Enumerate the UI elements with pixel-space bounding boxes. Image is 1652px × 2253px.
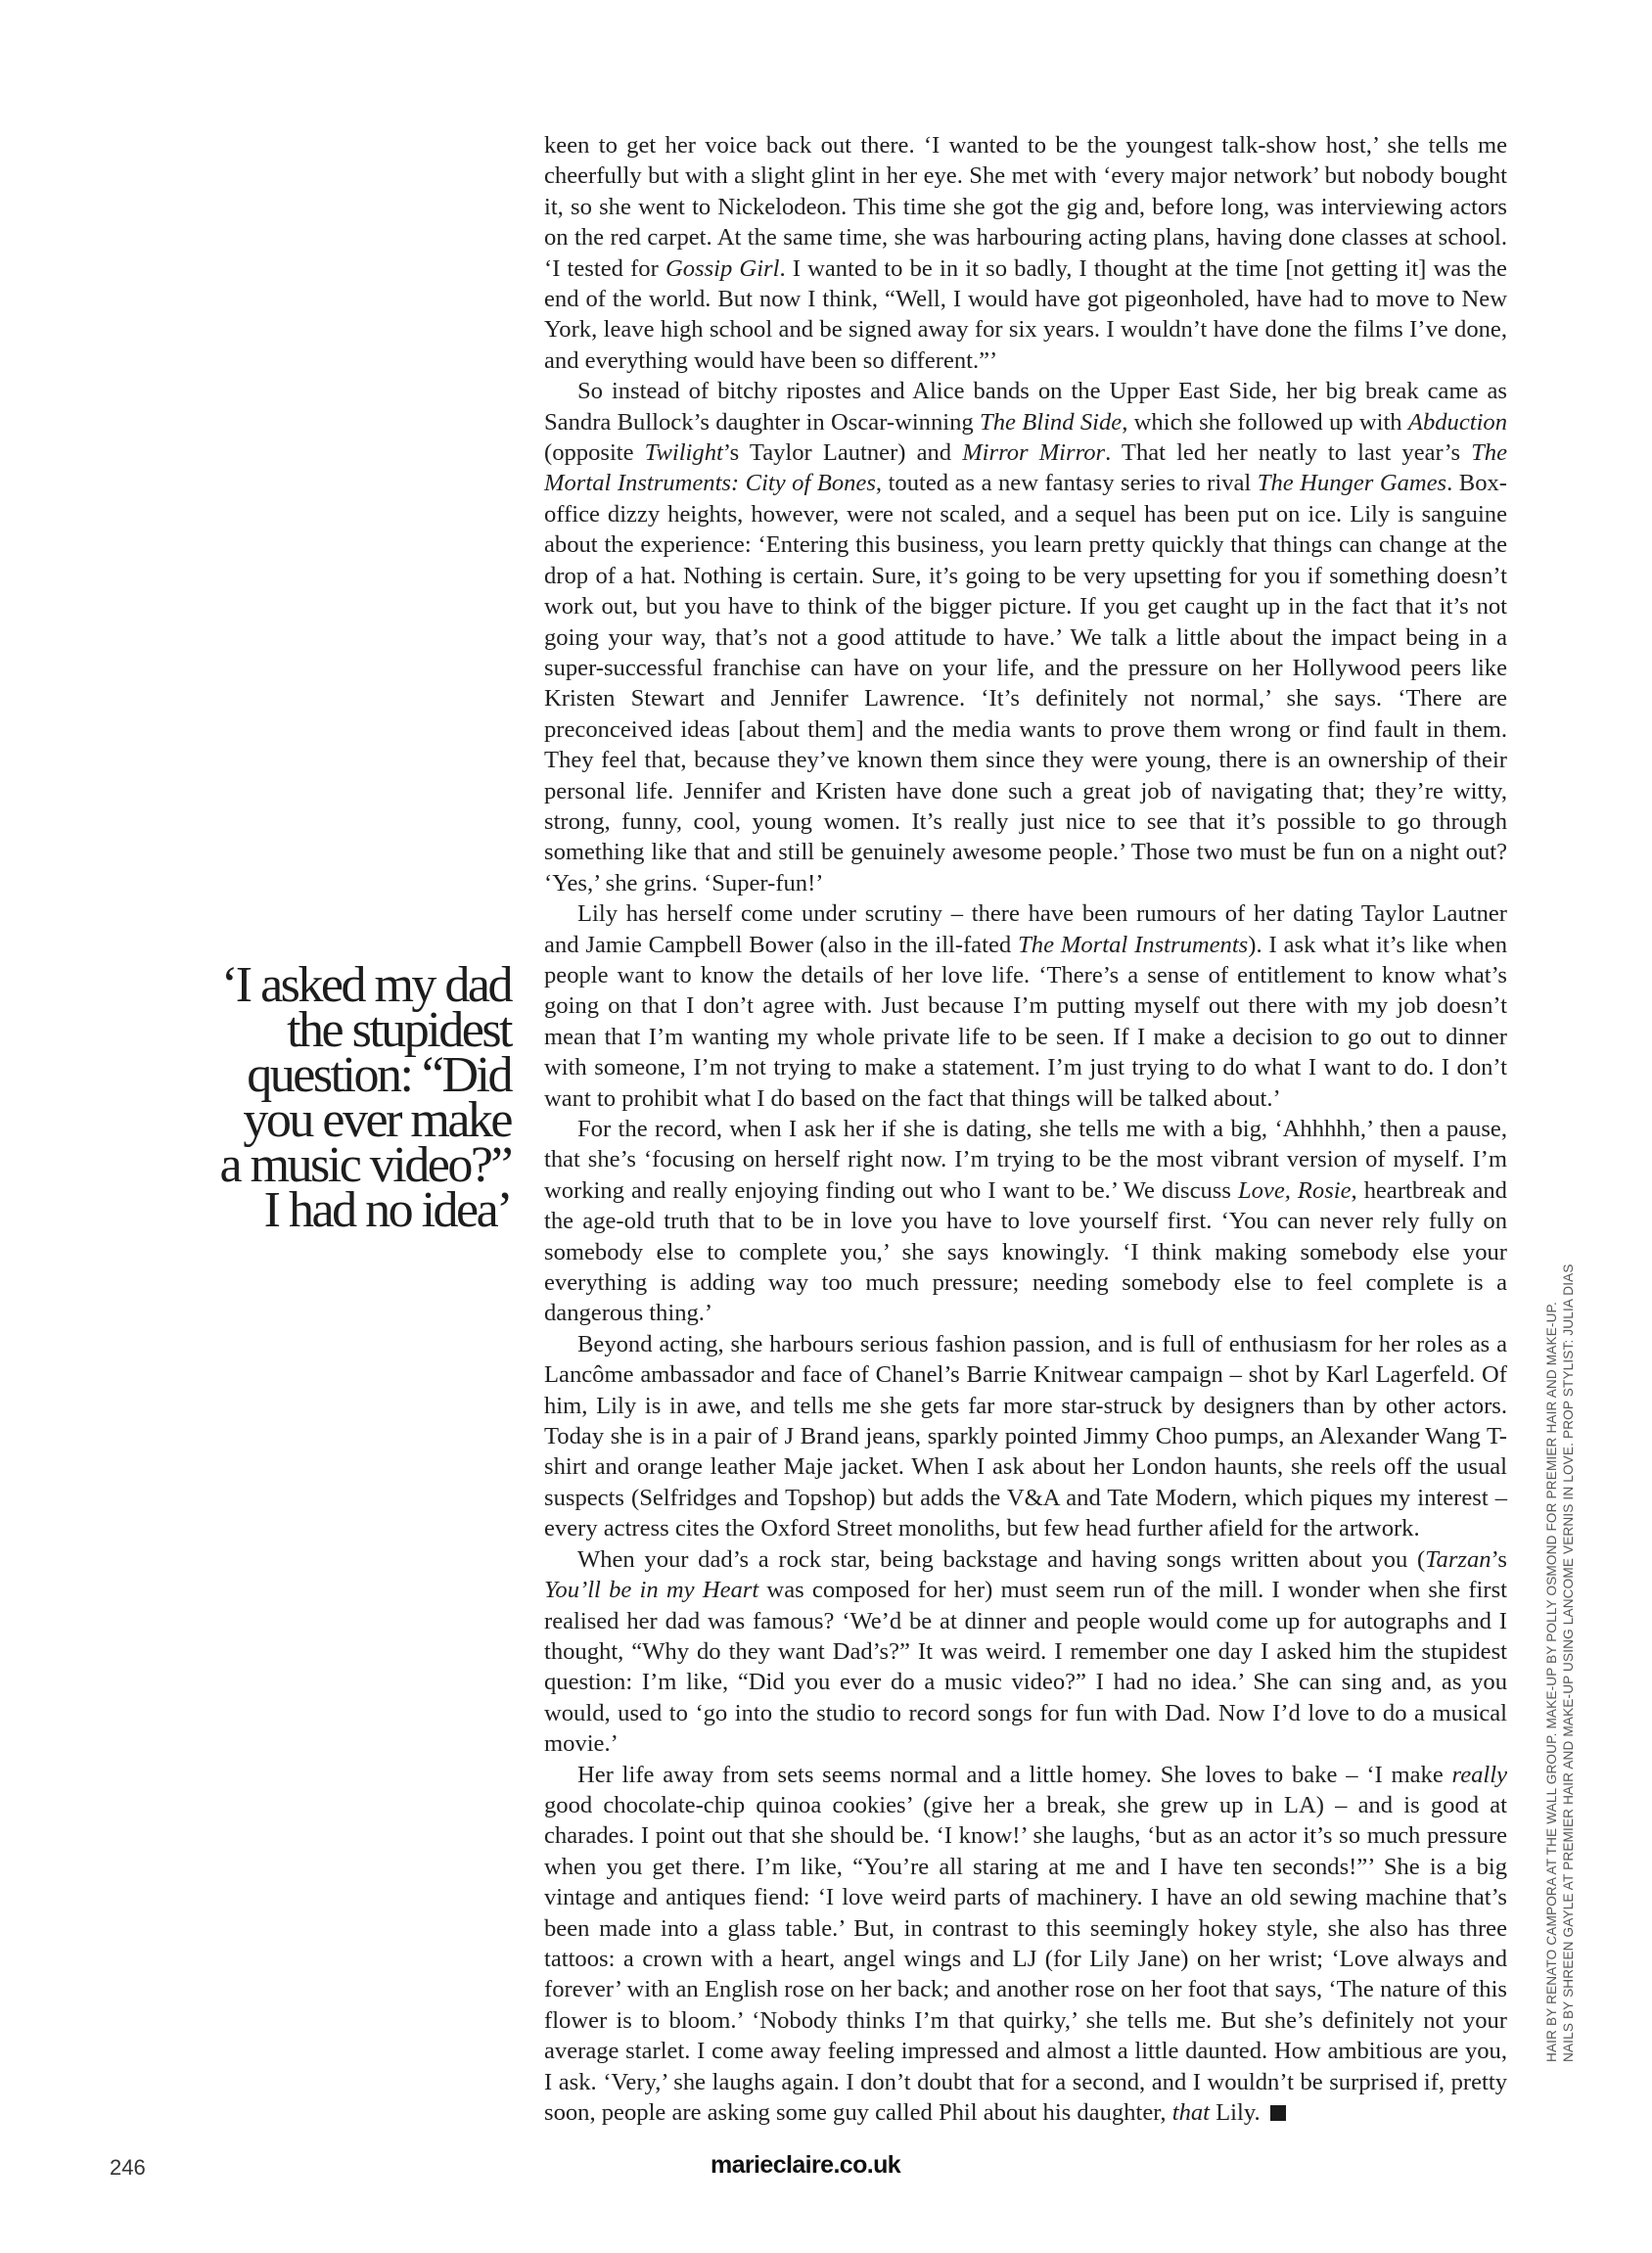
article-paragraph (544, 1329, 1507, 1544)
text-run: ’s (1491, 1545, 1507, 1573)
article-body (544, 130, 1507, 2128)
text-run: , touted as a new fantasy series to rival (875, 470, 1258, 497)
article-paragraph (544, 1114, 1507, 1329)
credits-line: NAILS BY SHREEN GAYLE AT PREMIER HAIR AND MAKE-UP USING LANCOME VERNIS IN LOVE. PROP STYLIST: JULIA DIAS (1561, 1264, 1576, 2062)
italic-title: Twilight (644, 439, 723, 467)
site-url: marieclaire.co.uk (711, 2151, 901, 2179)
text-run: . I wanted to be in it so badly, I thought at the time [not getting it] was the end of the world. But now I think, “Well, I would have got pigeonholed, have had to move to New York, leave high school and be signed away for six years. I wouldn’t have done the films I’ve done, and everything would have been so different.”’ (544, 254, 1507, 374)
italic-title: The Mortal Instruments (1018, 931, 1249, 958)
text-run: was composed for her) must seem run of the mill. I wonder when she first realised her dad was famous? ‘We’d be at dinner and people would come up for autographs and I thought, “Why do they want Dad’s?” It was weird. I remember one day I asked him the stupidest question: I’m like, “Did you ever do a music video?” I had no idea.’ She can sing and, as you would, used to ‘go into the studio to record songs for fun with Dad. Now I’d love to do a musical movie.’ (544, 1577, 1507, 1758)
text-run: good chocolate-chip quinoa cookies’ (give her a break, she grew up in LA) – and is good at charades. I point out that she should be. ‘I know!’ she laughs, ‘but as an actor it’s so much pressure when you get there. I’m like, “You’re all staring at me and I have ten seconds!”’ She is a big vintage and antiques fiend: ‘I love weird parts of machinery. I have an old sewing machine that’s been made into a glass table.’ But, in contrast to this seemingly hokey style, she also has three tattoos: a crown with a heart, angel wings and LJ (for Lily Jane) on her wrist; ‘Love always and forever’ with an English rose on her back; and another rose on her foot that says, ‘The nature of this flower is to bloom.’ ‘Nobody thinks I’m that quirky,’ she tells me. But she’s definitely not your average starlet. I come away feeling impressed and almost a little daunted. How ambitious are you, I ask. ‘Very,’ she laughs again. I don’t doubt that for a second, and I wouldn’t be surprised if, pretty soon, people are asking some guy called Phil about his daughter, (544, 1791, 1507, 2126)
pull-quote (147, 957, 511, 1238)
pull-quote-line: I had no idea’ (263, 1182, 511, 1238)
text-run: . That led her neatly to last year’s (1105, 439, 1472, 467)
italic-title: The Hunger Games (1257, 470, 1447, 497)
text-run: Beyond acting, she harbours serious fashion passion, and is full of enthusiasm for her roles as a Lancôme ambassador and face of Chanel’s Barrie Knitwear campaign – shot by Karl Lagerfeld. Of him, Lily is in awe, and tells me she gets far more star-struck by designers than by other actors. Today she is in a pair of J Brand jeans, sparkly pointed Jimmy Choo pumps, an Alexander Wang T-shirt and orange leather Maje jacket. When I ask about her London haunts, she reels off the usual suspects (Selfridges and Topshop) but adds the V&A and Tate Modern, which piques my interest – every actress cites the Oxford Street monoliths, but few head further afield for the artwork. (544, 1330, 1507, 1542)
pull-quote-line: ‘I asked my dad (220, 957, 511, 1013)
text-run: keen to get her voice back out there. ‘I wanted to be the youngest talk-show host,’ she tells me cheerfully but with a slight glint in her eye. She met with ‘every major network’ but nobody bought it, so she went to Nickelodeon. This time she got the gig and, before long, was interviewing actors on the red carpet. At the same time, she was harbouring acting plans, having done classes at school. ‘I tested for (544, 132, 1507, 282)
text-run: Lily. (1210, 2099, 1261, 2126)
pull-quote-line: question: “Did (247, 1047, 511, 1103)
text-run: Lily has herself come under scrutiny – there have been rumours of her dating Taylor Lautner and Jamie Campbell Bower (also in the ill-fated (544, 900, 1507, 958)
italic-title: Gossip Girl (665, 254, 780, 282)
page-number: 246 (110, 2155, 146, 2180)
text-run: Her life away from sets seems normal and a little homey. She loves to bake – ‘I make (577, 1761, 1452, 1788)
credits-line: HAIR BY RENATO CAMPORA AT THE WALL GROUP. MAKE-UP BY POLLY OSMOND FOR PREMIER HAIR AND MAKE-UP. (1544, 1302, 1559, 2062)
italic-title: that (1171, 2099, 1210, 2126)
italic-title: Love, Rosie (1237, 1176, 1352, 1204)
text-run: , which she followed up with (1122, 408, 1408, 436)
article-paragraph (544, 130, 1507, 376)
article-paragraph (544, 1760, 1507, 2129)
italic-title: Mirror Mirror (962, 439, 1106, 467)
text-run: So instead of bitchy ripostes and Alice bands on the Upper East Side, her big break came as Sandra Bullock’s daughter in Oscar-winning (544, 378, 1507, 436)
article-paragraph (544, 898, 1507, 1114)
italic-title: You’ll be in my Heart (544, 1577, 759, 1604)
text-run: When your dad’s a rock star, being backstage and having songs written about you ( (577, 1545, 1426, 1573)
article-paragraph (544, 376, 1507, 898)
article-paragraph (544, 1544, 1507, 1760)
pull-quote-line: a music video?” (219, 1137, 511, 1193)
italic-title: The Blind Side (980, 408, 1123, 436)
italic-title: Tarzan (1425, 1545, 1491, 1573)
text-run: ). I ask what it’s like when people want to know the details of her love life. ‘There’s a sense of entitlement to know what’s going on that I don’t agree with. Just because I’m putting myself out there with my job doesn’t mean that I’m wanting my whole private life to be seen. If I make a decision to go out to dinner with someone, I’m not trying to make a statement. I’m just trying to do what I want to do. I don’t want to prohibit what I do based on the fact that things will be talked about.’ (544, 931, 1508, 1112)
text-run: . Box-office dizzy heights, however, were not scaled, and a sequel has been put on ice. Lily is sanguine about the experience: ‘Entering this business, you learn pretty quickly that things can change at the drop of a hat. Nothing is certain. Sure, it’s going to be very upsetting for you if something doesn’t work out, but you have to think of the bigger picture. If you get caught up in the fact that it’s not going your way, that’s not a good attitude to have.’ We talk a little about the impact being in a super-successful franchise can have on your life, and the pressure on her Hollywood peers like Kristen Stewart and Jennifer Lawrence. ‘It’s definitely not normal,’ she says. ‘There are preconceived ideas [about them] and the media wants to prove them wrong or find fault in them. They feel that, because they’ve known them since they were young, there is an ownership of their personal life. Jennifer and Kristen have done such a great job of navigating that; they’re witty, strong, funny, cool, young women. It’s really just nice to see that it’s possible to go through something like that and still be genuinely awesome people.’ Those two must be fun on a night out? ‘Yes,’ she grins. ‘Super-fun!’ (544, 470, 1507, 897)
text-run: (opposite (544, 439, 645, 467)
text-run: , heartbreak and the age-old truth that to be in love you have to love yourself first. ‘You can never rely fully on somebody else to complete you,’ she says knowingly. ‘I think making somebody else your everything is adding way too much pressure; needing somebody else to feel complete is a dangerous thing.’ (544, 1176, 1507, 1327)
text-run: For the record, when I ask her if she is dating, she tells me with a big, ‘Ahhhhh,’ then a pause, that she’s ‘focusing on herself right now. I’m trying to be the most vibrant version of myself. I’m working and really enjoying finding out who I want to be.’ We discuss (544, 1116, 1507, 1204)
text-run: ’s Taylor Lautner) and (722, 439, 963, 467)
italic-title: Abduction (1407, 408, 1508, 436)
photo-credits (1543, 1260, 1577, 2062)
italic-title: The Mortal Instruments: City of Bones (544, 439, 1508, 497)
pull-quote-line: you ever make (243, 1092, 511, 1148)
italic-title: really (1451, 1761, 1507, 1788)
end-mark (1270, 2105, 1286, 2121)
pull-quote-line: the stupidest (287, 1002, 511, 1058)
